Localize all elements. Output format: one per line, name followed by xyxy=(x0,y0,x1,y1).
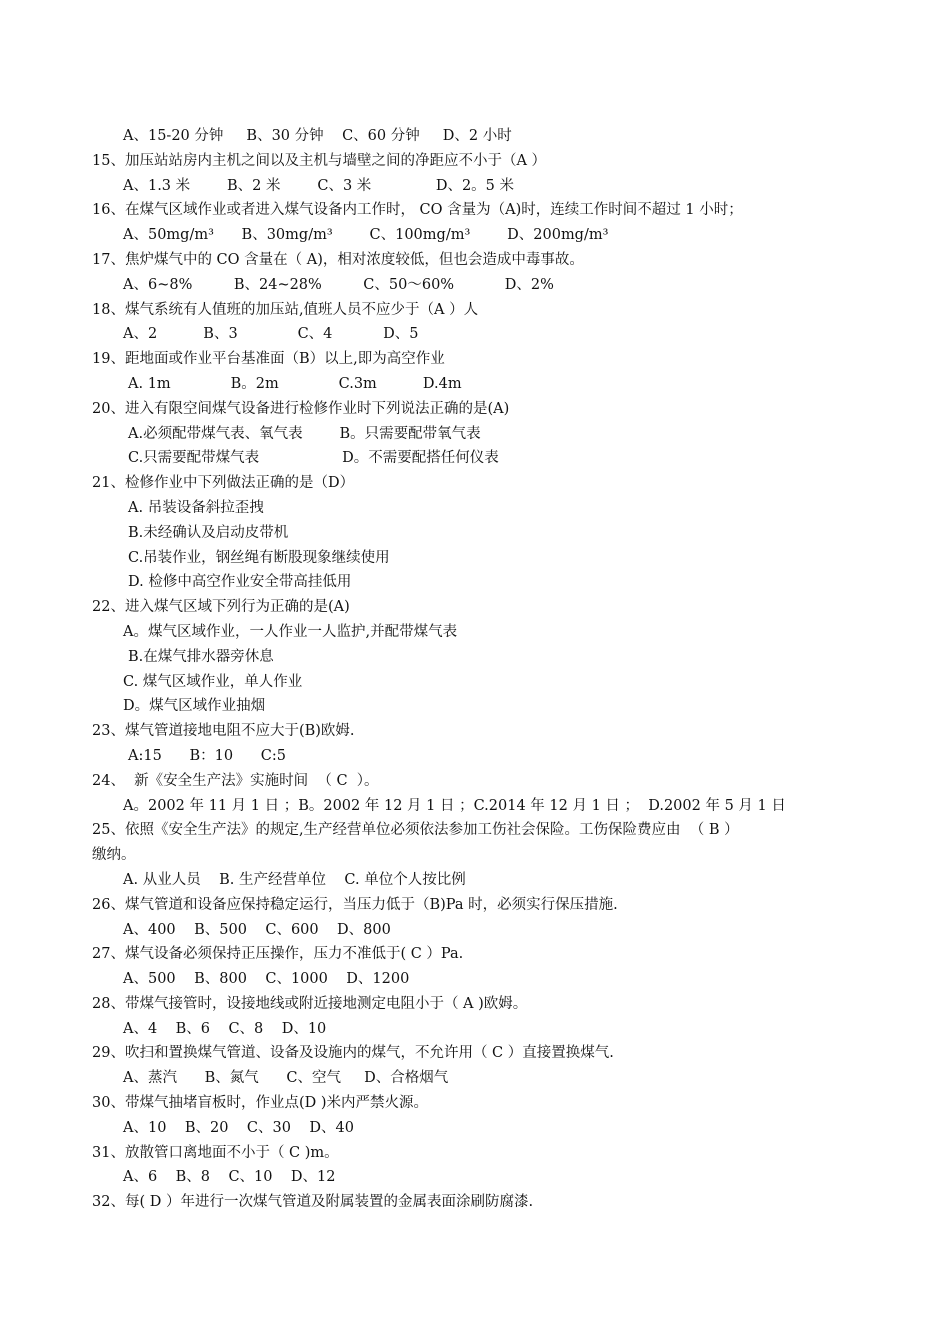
options-line: A、500 B、800 C、1000 D、1200 xyxy=(123,971,410,988)
options-line: A、4 B、6 C、8 D、10 xyxy=(123,1020,327,1037)
options-line: A、蒸汽 B、氮气 C、空气 D、合格烟气 xyxy=(123,1070,449,1087)
options-line: A:15 B：10 C:5 xyxy=(128,747,286,764)
options-line: D. 检修中高空作业安全带高挂低用 xyxy=(128,574,352,591)
question-line: 28、带煤气接管时，设接地线或附近接地测定电阻小于（ A )欧姆。 xyxy=(92,995,528,1012)
options-line: B.在煤气排水器旁休息 xyxy=(128,648,274,665)
options-line: A。2002 年 11 月 1 日 ；B。2002 年 12 月 1 日 ；C.2014 年 12 月 1 日 ； D.2002 年 5 月 1 日 xyxy=(123,797,786,814)
options-line: D。煤气区域作业抽烟 xyxy=(123,698,266,715)
question-line: 27、煤气设备必须保持正压操作，压力不准低于( C ）Pa. xyxy=(92,946,464,963)
options-line: A、1.3 米 B、2 米 C、3 米 D、2。5 米 xyxy=(123,177,515,194)
question-line: 缴纳。 xyxy=(92,847,136,864)
question-line: 32、每( D ）年进行一次煤气管道及附属装置的金属表面涂刷防腐漆. xyxy=(92,1194,534,1211)
question-line: 15、加压站站房内主机之间以及主机与墙壁之间的净距应不小于（A ） xyxy=(92,152,547,169)
question-line: 19、距地面或作业平台基准面（B）以上,即为高空作业 xyxy=(92,351,445,368)
question-line: 22、进入煤气区域下列行为正确的是(A) xyxy=(92,599,350,616)
question-line: 23、煤气管道接地电阻不应大于(B)欧姆. xyxy=(92,723,355,740)
options-line: C. 煤气区域作业，单人作业 xyxy=(123,673,303,690)
options-line: A.必须配带煤气表、氧气表 B。只需要配带氧气表 xyxy=(128,425,481,442)
options-line: A、15-20 分钟 B、30 分钟 C、60 分钟 D、2 小时 xyxy=(123,128,512,144)
question-line: 20、进入有限空间煤气设备进行检修作业时下列说法正确的是(A) xyxy=(92,400,510,417)
options-line: A、6 B、8 C、10 D、12 xyxy=(123,1169,336,1186)
options-line: A、6~8% B、24~28% C、50～60% D、2% xyxy=(123,276,554,293)
question-line: 16、在煤气区域作业或者进入煤气设备内工作时， CO 含量为（A)时，连续工作时间不超过 1 小时； xyxy=(92,202,743,219)
options-line: B.未经确认及启动皮带机 xyxy=(128,524,289,541)
options-line: A. 吊装设备斜拉歪拽 xyxy=(128,499,264,516)
question-line: 21、检修作业中下列做法正确的是（D） xyxy=(92,475,355,492)
question-line: 18、煤气系统有人值班的加压站,值班人员不应少于（A ）人 xyxy=(92,301,479,318)
options-line: A、2 B、3 C、4 D、5 xyxy=(123,326,419,343)
question-line: 26、煤气管道和设备应保持稳定运行，当压力低于（B)Pa 时，必须实行保压措施. xyxy=(92,896,618,913)
options-line: C.只需要配带煤气表 D。不需要配搭任何仪表 xyxy=(128,450,499,467)
options-line: A、400 B、500 C、600 D、800 xyxy=(123,921,391,938)
options-line: A. 从业人员 B. 生产经营单位 C. 单位个人按比例 xyxy=(123,871,466,888)
options-line: A、10 B、20 C、30 D、40 xyxy=(123,1119,354,1136)
question-line: 31、放散管口离地面不小于（ C )m。 xyxy=(92,1144,339,1161)
question-list xyxy=(92,124,882,1215)
question-line: 29、吹扫和置换煤气管道、设备及设施内的煤气，不允许用（ C ）直接置换煤气. xyxy=(92,1045,614,1062)
question-line: 30、带煤气抽堵盲板时，作业点(D )米内严禁火源。 xyxy=(92,1095,428,1112)
question-line: 24、 新《安全生产法》实施时间 （ C ）。 xyxy=(92,772,379,789)
question-line: 17、焦炉煤气中的 CO 含量在（ A)，相对浓度较低，但也会造成中毒事故。 xyxy=(92,251,584,268)
options-line: A. 1m B。2m C.3m D.4m xyxy=(128,375,462,392)
options-line: A。煤气区域作业，一人作业一人监护,并配带煤气表 xyxy=(123,623,458,640)
options-line: A、50mg/m³ B、30mg/m³ C、100mg/m³ D、200mg/m³ xyxy=(123,227,609,244)
question-line: 25、依照《安全生产法》的规定,生产经营单位必须依法参加工伤社会保险。工伤保险费应由 （ B ） xyxy=(92,822,739,839)
options-line: C.吊装作业，钢丝绳有断股现象继续使用 xyxy=(128,549,390,566)
